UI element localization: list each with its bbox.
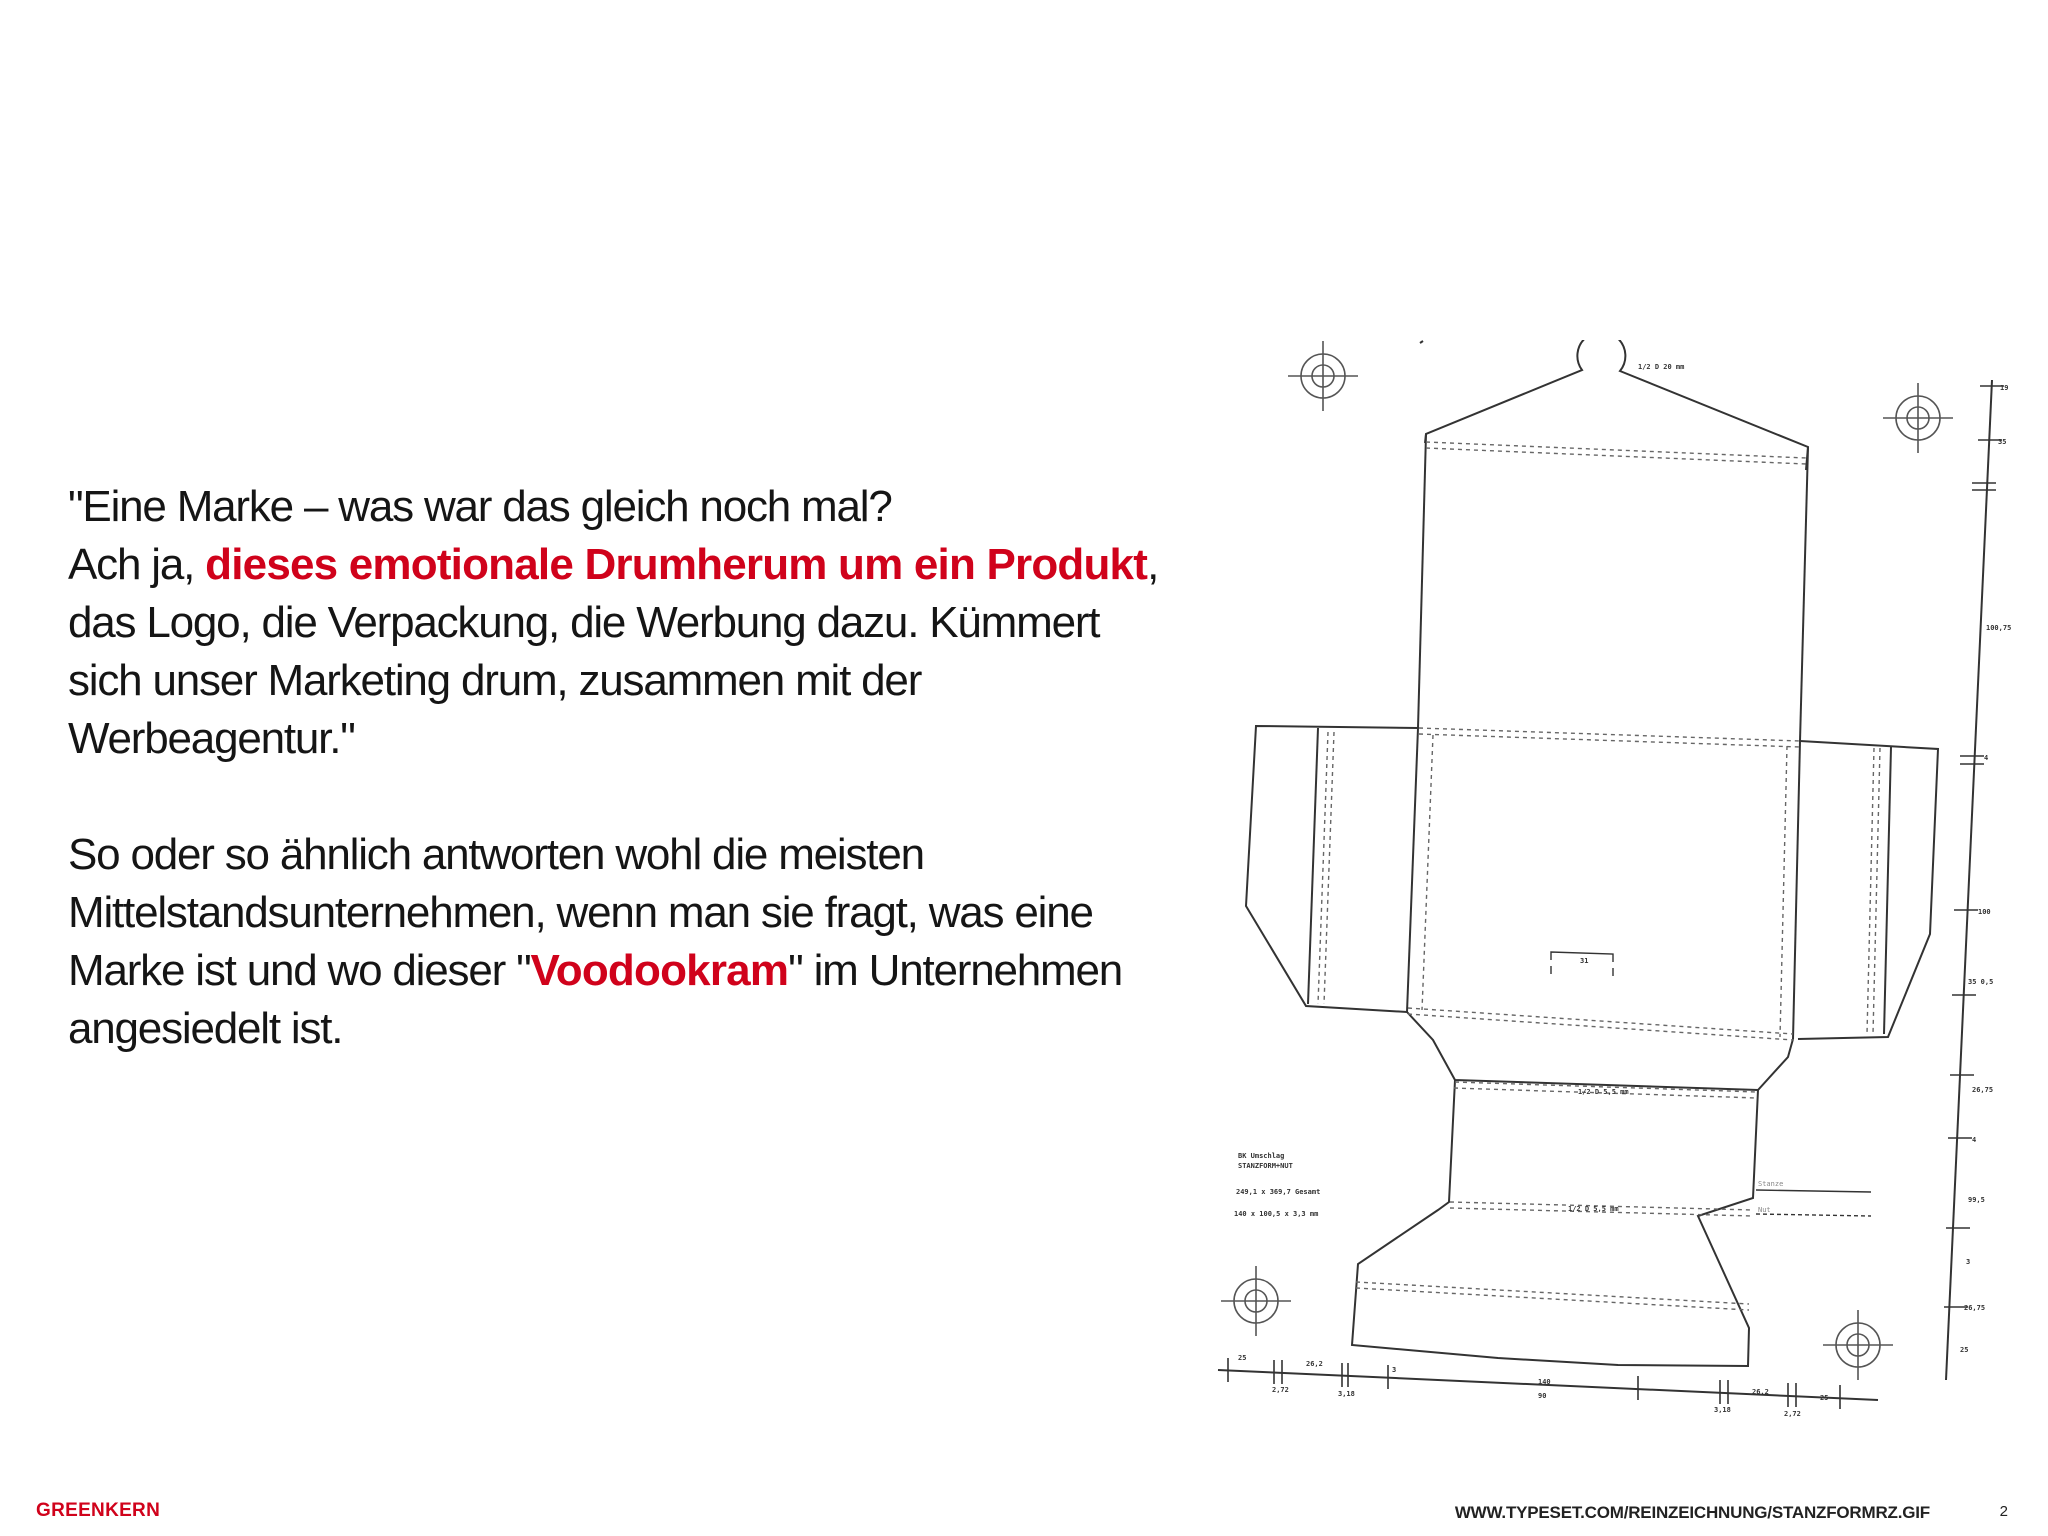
legend-label: Stanze xyxy=(1758,1180,1784,1188)
info-label: 140 x 100,5 x 3,3 mm xyxy=(1234,1210,1319,1218)
flap-dimension-label: 1/2 D 20 mm xyxy=(1638,363,1685,371)
ruler-label: 2,72 xyxy=(1784,1410,1801,1418)
info-label: STANZFORM+NUT xyxy=(1238,1162,1293,1170)
ruler-label: 3 xyxy=(1392,1366,1397,1374)
ruler-label: 3,18 xyxy=(1714,1406,1731,1414)
source-url: WWW.TYPESET.COM/REINZEICHNUNG/STANZFORMRZ.GIF xyxy=(1454,1503,1930,1522)
center-dimension-label: 31 xyxy=(1580,957,1589,965)
ruler-label: 100,75 xyxy=(1986,624,2012,632)
ruler-label: 25 xyxy=(1820,1394,1829,1402)
quote-text xyxy=(68,478,1178,1058)
info-label: 249,1 x 369,7 Gesamt xyxy=(1236,1188,1321,1196)
ruler-label: 3,18 xyxy=(1338,1390,1355,1398)
ruler-label: 90 xyxy=(1538,1392,1547,1400)
fold-dimension-label: 1/2 D 5,5 mm xyxy=(1568,1205,1619,1213)
brand-logo: GREENKERN xyxy=(36,1500,161,1521)
ruler-label: 35 0,5 xyxy=(1968,978,1994,986)
quote-paragraph-2 xyxy=(68,826,1178,1058)
quote-paragraph-1 xyxy=(68,478,1178,768)
legend-label: Nut xyxy=(1758,1206,1771,1214)
ruler-label: 4 xyxy=(1972,1136,1977,1144)
fold-dimension-label: 1/2 D 5,5 mm xyxy=(1578,1088,1629,1096)
ruler-label: 35 xyxy=(1998,438,2007,446)
highlight-voodookram: Voodookram xyxy=(530,946,789,995)
ruler-label: 25 xyxy=(1960,1346,1969,1354)
ruler-label: 99,5 xyxy=(1968,1196,1985,1204)
page-number: 2 xyxy=(1999,1503,2008,1520)
ruler-label: 4 xyxy=(1984,754,1989,762)
highlight-emotional: dieses emotionale Drumherum um ein Produkt xyxy=(205,540,1148,589)
ruler-label: 25 xyxy=(1238,1354,1247,1362)
ruler-label: 26,2 xyxy=(1306,1360,1323,1368)
quote-line-1: "Eine Marke – was war das gleich noch mal? xyxy=(68,482,892,531)
ruler-label: 3 xyxy=(1966,1258,1971,1266)
quote-text-3: , das Logo, die Verpackung, die Werbung dazu. Kümmert sich unser Marketing drum, zusammen mit der Werbeagentur." xyxy=(68,540,1159,763)
ruler-label: 26,75 xyxy=(1972,1086,1994,1094)
info-label: BK Umschlag xyxy=(1238,1152,1285,1160)
ruler-label: 26,75 xyxy=(1964,1304,1986,1312)
die-cut-diagram xyxy=(1208,340,2028,1420)
ruler-label: 19 xyxy=(2000,384,2009,392)
quote-text-4: So oder so ähnlich antworten wohl die meisten Mittelstandsunternehmen, wenn man sie fragt, was eine Marke ist und wo dieser " xyxy=(68,830,1093,995)
ruler-label: 100 xyxy=(1978,908,1991,916)
quote-text-2: Ach ja, xyxy=(68,540,206,589)
ruler-label: 140 xyxy=(1538,1378,1551,1386)
quote-text-5: " im Unternehmen angesiedelt ist. xyxy=(68,946,1123,1053)
ruler-label: 2,72 xyxy=(1272,1386,1289,1394)
ruler-label: 26,2 xyxy=(1752,1388,1769,1396)
